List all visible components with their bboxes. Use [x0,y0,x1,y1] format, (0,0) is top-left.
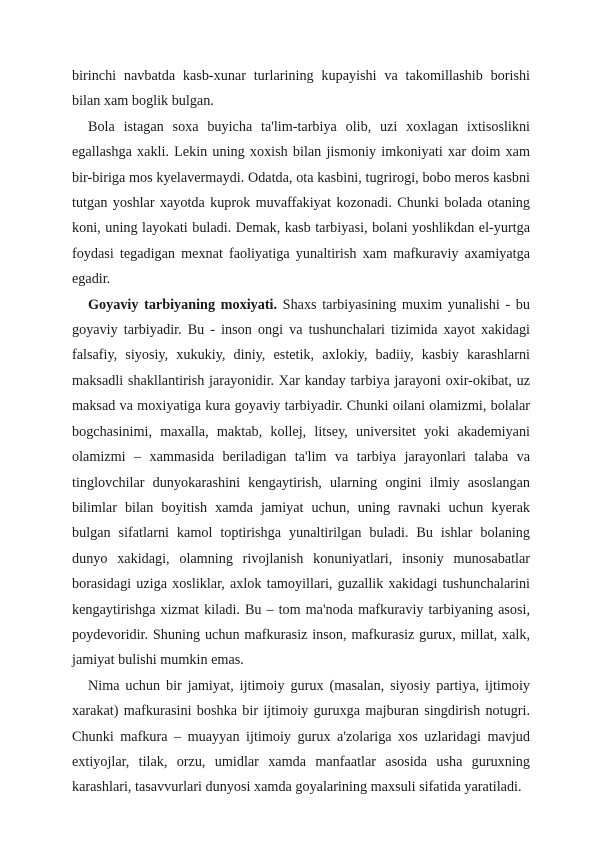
paragraph-body: Shaxs tarbiyasining muxim yunalishi - bu goyaviy tarbiyadir. Bu - inson ongi va tushunchalari tizimida xayot xakidagi falsafiy, siyosiy, xukukiy, diniy, estetik, axlokiy, badiiy, kasbiy karashlarni maksadli shakllantirish jarayonidir. Xar kanday tarbiya jarayoni oxir-okibat, uz maksad va moxiyatiga kura goyaviy tarbiyadir. Chunki oilani olamizmi, bolalar bogchasinimi, maxalla, maktab, kollej, litsey, universitet yoki akademiyani olamizmi – xammasida beriladigan ta'lim va tarbiya jarayonlari talaba va tinglovchilar dunyokarashini kengaytirish, ularning ongini ilmiy asoslangan bilimlar bilan boyitish xamda jamiyat uchun, uning ravnaki uchun kyerak bulgan sifatlarni kamol toptirishga yunaltirilgan buladi. Bu ishlar bolaning dunyo xakidagi, olamning rivojlanish konuniyatlari, insoniy munosabatlar borasidagi uziga xosliklar, axlok tamoyillari, guzallik xakidagi tushunchalarini kengaytirishga xizmat kiladi. Bu – tom ma'noda mafkuraviy tarbiyaning asosi, poydevoridir. Shuning uchun mafkurasiz inson, mafkurasiz gurux, millat, xalk, jamiyat bulishi mumkin emas. [72,296,530,669]
paragraph-continuation: birinchi navbatda kasb-xunar turlarining kupayishi va takomillashib borishi bilan xam boglik bulgan. [72,68,530,110]
document-page [72,64,530,801]
section-heading: Goyaviy tarbiyaning moxiyati. [88,296,278,313]
paragraph-ideological-education [72,293,530,674]
paragraph-ideology-imposition: Nima uchun bir jamiyat, ijtimoiy gurux (masalan, siyosiy partiya, ijtimoiy xarakat) mafkurasini boshka bir ijtimoiy guruxga majburan singdirish notugri. Chunki mafkura – muayyan ijtimoiy gurux a'zolariga xos uzlaridagi mavjud extiyojlar, tilak, orzu, umidlar xamda manfaatlar asosida usha guruxning karashlari, tasavvurlari dunyosi xamda goyalarining maxsuli sifatida yaratiladi. [72,677,530,796]
paragraph-career-education: Bola istagan soxa buyicha ta'lim-tarbiya olib, uzi xoxlagan ixtisoslikni egallashga xakli. Lekin uning xoxish bilan jismoniy imkoniyati xar doim xam bir-biriga mos kyelavermaydi. Odatda, ota kasbini, tugrirogi, bobo meros kasbni tutgan yoshlar xayotda kuprok muvaffakiyat kozonadi. Chunki bolada otaning koni, uning layokati buladi. Demak, kasb tarbiyasi, bolani yoshlikdan el-yurtga foydasi tegadigan mexnat faoliyatiga yunaltirish xam mafkuraviy axamiyatga egadir. [72,118,530,288]
